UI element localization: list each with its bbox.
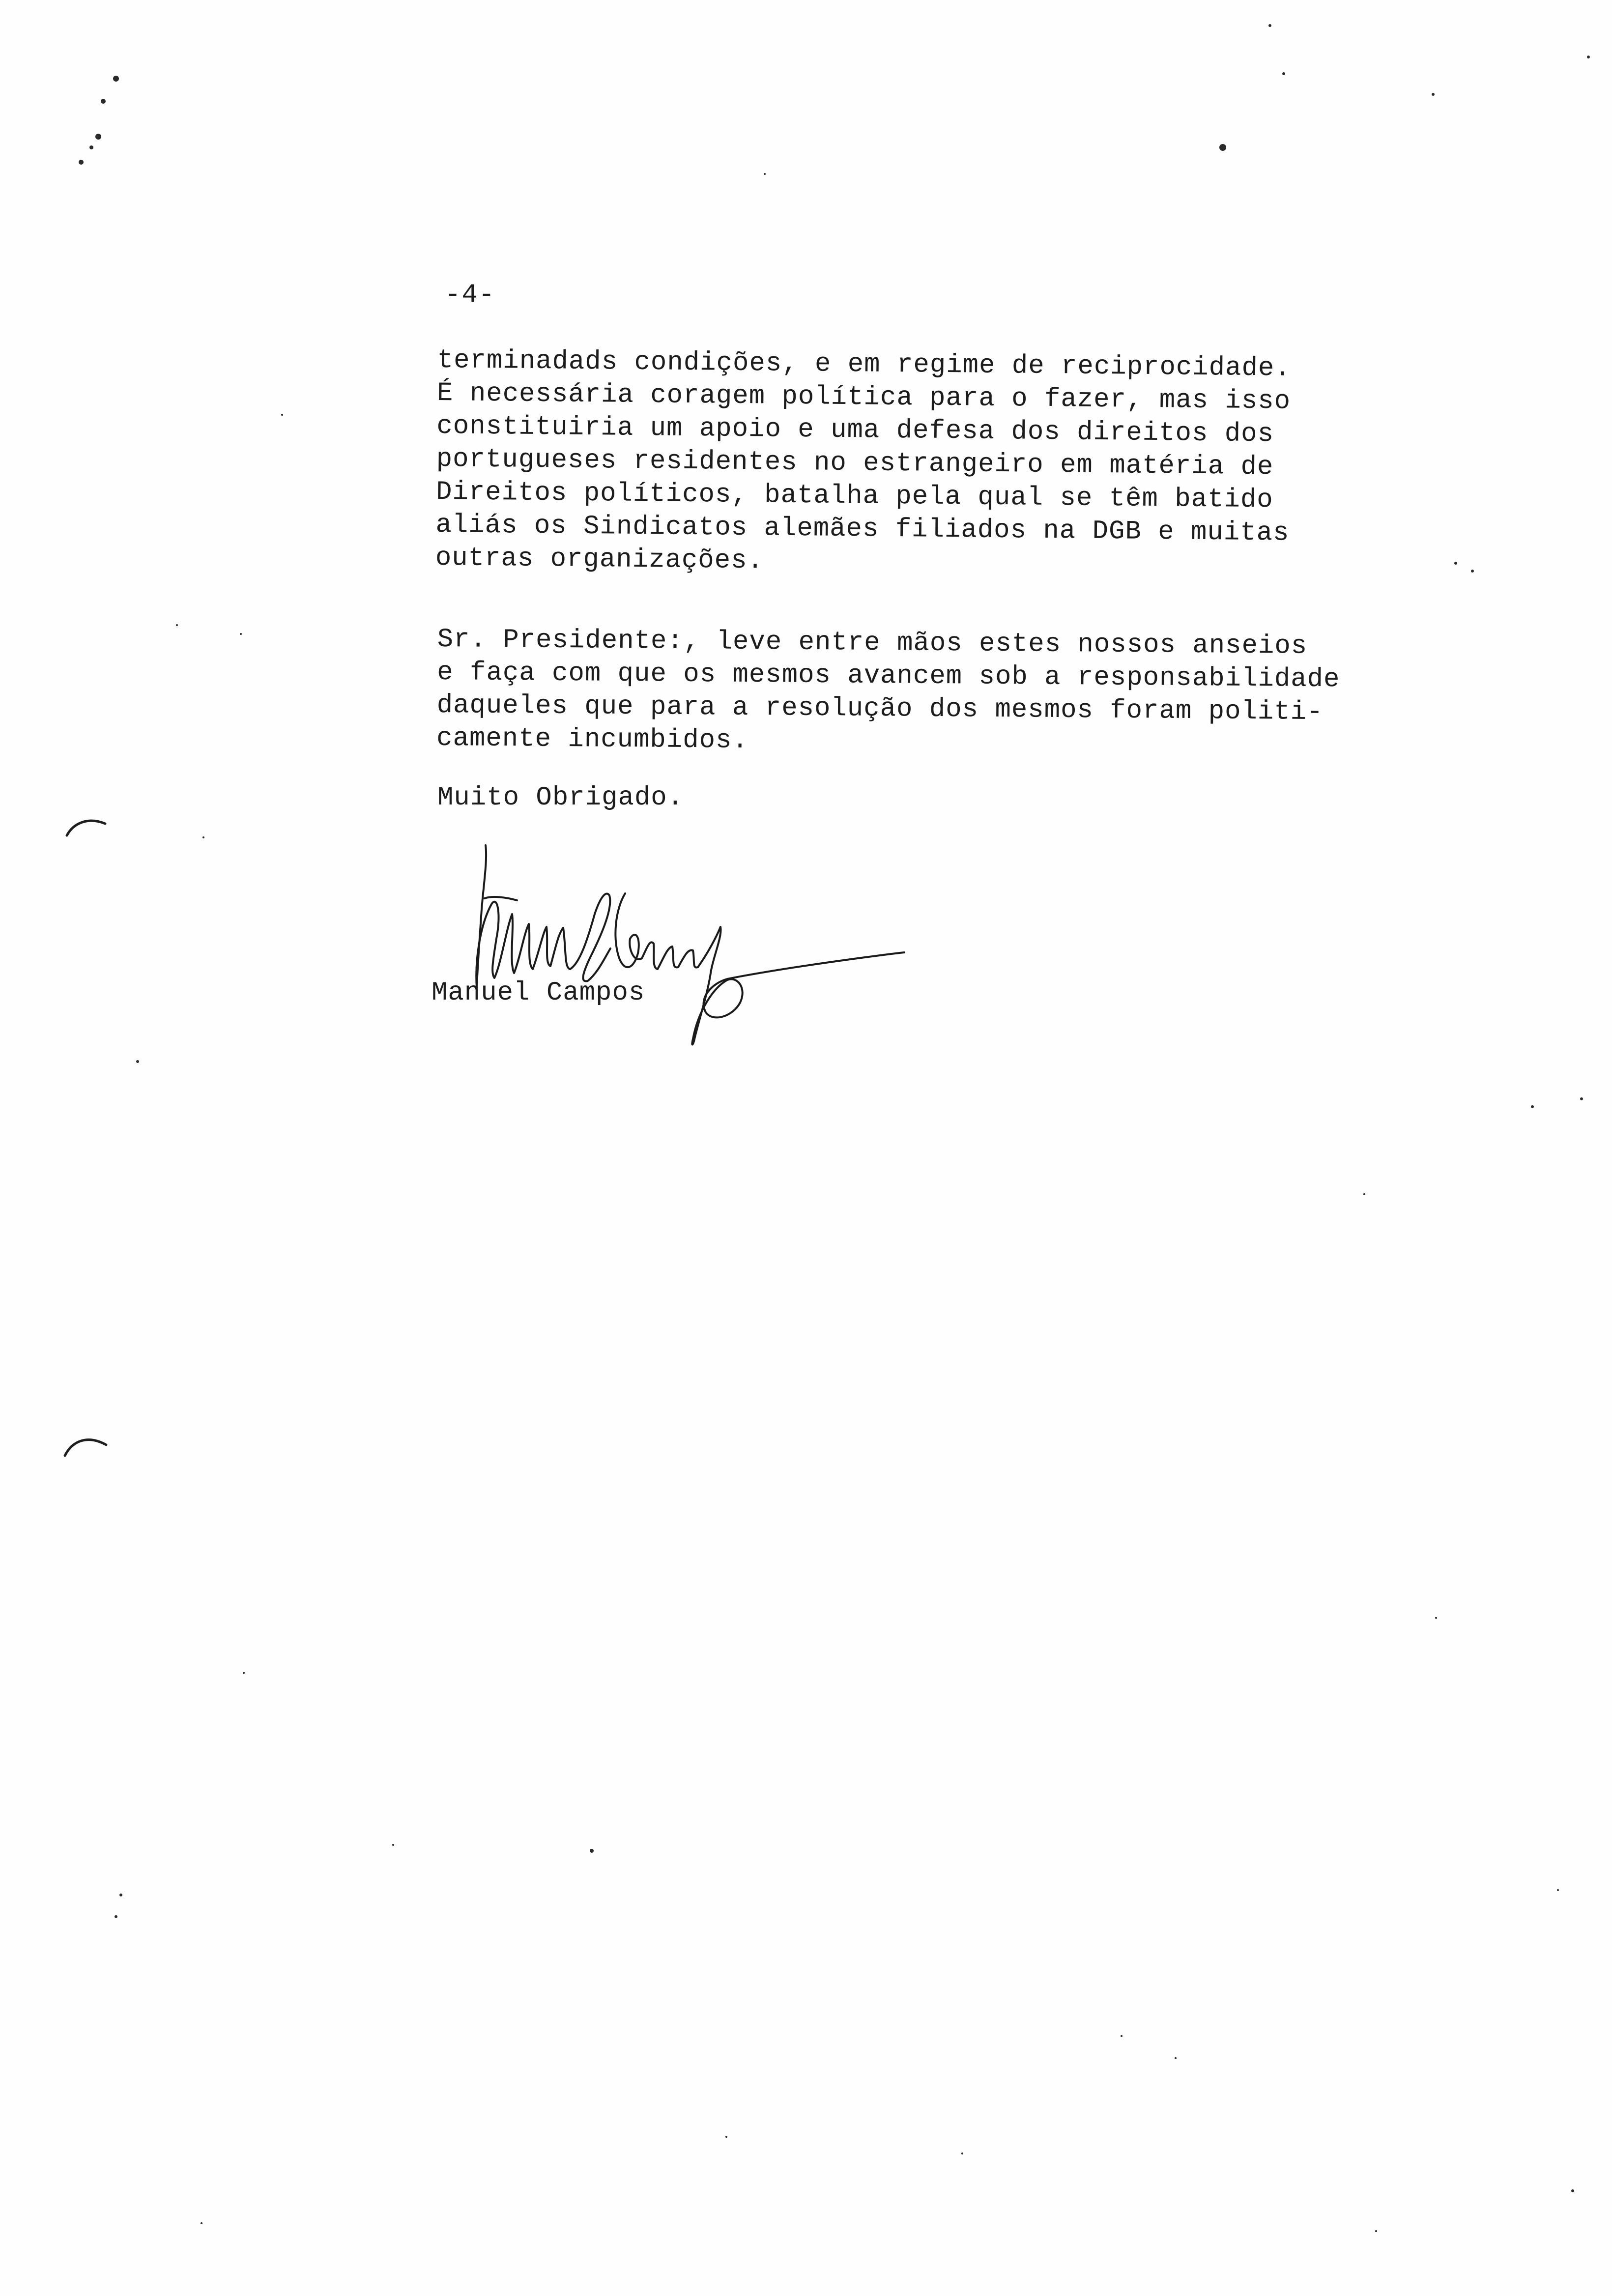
paragraph-line: outras organizações. [435, 543, 764, 576]
paragraph-line: É necessária coragem política para o fazer, mas isso [436, 378, 1291, 417]
signer-name: Manuel Campos [432, 978, 645, 1008]
paragraph-line: portugueses residentes no estrangeiro em matéria de [436, 444, 1274, 483]
page-number: -4- [445, 280, 496, 310]
paragraph-line: terminadads condições, e em regime de reciprocidade. [437, 345, 1291, 384]
paragraph-line: Sr. Presidente:, leve entre mãos estes nossos anseios [437, 624, 1308, 661]
paragraph-line: camente incumbidos. [436, 723, 749, 756]
paragraph-reciprocity [435, 344, 1371, 583]
paragraph-line: e faça com que os mesmos avancem sob a responsabilidade [436, 657, 1340, 695]
closing-line: Muito Obrigado. [437, 783, 684, 813]
paragraph-line: constituiria um apoio e uma defesa dos direitos dos [436, 411, 1274, 450]
handwritten-signature [432, 840, 914, 1047]
paragraph-line: aliás os Sindicatos alemães filiados na DGB e muitas [435, 510, 1290, 548]
paragraph-request [436, 623, 1371, 762]
paragraph-line: daqueles que para a resolução dos mesmos foram politi- [436, 690, 1324, 728]
paragraph-line: Direitos políticos, batalha pela qual se têm batido [435, 477, 1273, 516]
